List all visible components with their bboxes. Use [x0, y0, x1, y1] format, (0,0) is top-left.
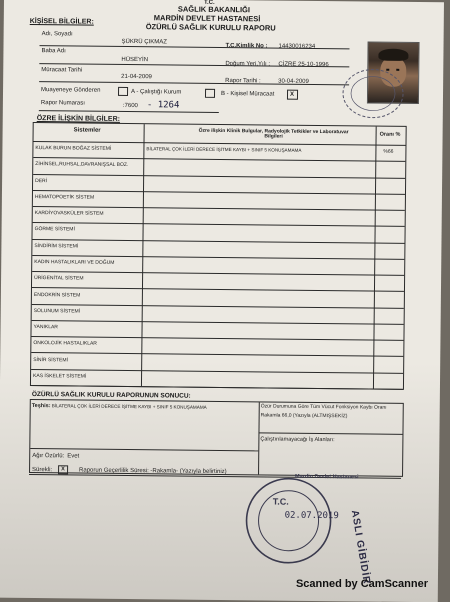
table-row-system: HEMATOPOETİK SİSTEM [35, 195, 94, 201]
header-hospital: MARDİN DEVLET HASTANESİ [154, 14, 261, 23]
table-row-system: YANIKLAR [34, 325, 58, 330]
col-findings: Özre ilişkin Klinik Bulgular, Radyolojik Tetkikler ve Laboratuvar Bilgileri [194, 129, 354, 141]
photo-stamp [333, 63, 414, 124]
app-date-label: Müracaat Tarihi [41, 67, 82, 73]
col-rate: Oranı % [380, 133, 401, 139]
table-row-rate: %66 [383, 150, 393, 155]
table-row-system: DERİ [35, 179, 47, 184]
stamp-date: 02.07.2019 [285, 511, 339, 522]
header-line0: T.C. [204, 0, 215, 6]
name-value: ŞÜKRÜ ÇIKMAZ [122, 39, 167, 45]
option-a-box2[interactable] [205, 89, 215, 98]
header-ministry: SAĞLIK BAKANLIĞI [178, 6, 250, 14]
tc-value: 14430016234 [278, 44, 315, 50]
report-no-handwritten: - 1264 [147, 100, 180, 110]
table-row-system: KAS İSKELET SİSTEMİ [33, 374, 86, 380]
table-row-system: ZİHİNSEL,RUHSAL,DAVRANIŞSAL BOZ. [35, 162, 128, 168]
name-label: Adı, Soyadı [42, 31, 73, 37]
col-systems: Sistemler [74, 127, 101, 133]
father-label: Baba Adı [41, 48, 65, 54]
result-box [29, 399, 404, 477]
sureki-mark: X [61, 467, 65, 473]
loss-label: Özür Durumuna Göre Tüm Vücut Fonksiyon Kaybı Oranı [261, 404, 387, 410]
camscanner-watermark: Scanned by CamScanner [296, 578, 428, 590]
table-row-system: KULAK BURUN BOĞAZ SİSTEMİ [35, 146, 111, 152]
diag-value: BİLATERAL ÇOK İLERİ DERECE İŞİTME KAYBI + SINIF 5 KONUŞAMAMA [52, 404, 207, 410]
option-a-checkbox[interactable] [118, 87, 128, 96]
birth-value: CİZRE 25-10-1996 [278, 62, 328, 69]
option-b-label: B - Kişisel Müracaat [221, 91, 274, 98]
birth-label: Doğum Yeri,Yılı : [225, 61, 270, 67]
table-row-system: KADIN HASTALIKLARI VE DOĞUM [34, 260, 114, 266]
table-row-system: SİNDİRİM SİSTEMİ [34, 244, 78, 249]
severe-label: Ağır Özürlü: [32, 453, 64, 459]
header-title: ÖZÜRLÜ SAĞLIK KURULU RAPORU [146, 23, 276, 32]
table-row-system: ONKOLOJİK HASTALIKLAR [33, 341, 97, 347]
app-date-value: 21-04-2009 [121, 74, 152, 80]
disability-table [30, 122, 407, 390]
severe-value: Evet [67, 453, 79, 459]
validity-label: Raporun Geçerlilik Süresi: -Rakamla- (Yazıyla belirtiniz) [79, 468, 227, 476]
report-no-label: Rapor Numarası [41, 100, 85, 106]
report-no-value: :7600 [123, 103, 138, 109]
option-a-label: A - Çalıştığı Kurum [131, 89, 181, 96]
sureki-label: Sürekli: [32, 467, 52, 473]
work-label: Çalıştırılamayacağı İş Alanları: [260, 437, 334, 443]
father-value: HÜSEYİN [121, 57, 148, 63]
table-row-system: ENDOKRİN SİSTEM [34, 293, 80, 298]
result-section-title: ÖZÜRLÜ SAĞLIK KURULU RAPORUNUN SONUCU: [32, 392, 191, 400]
sureki-checkbox[interactable] [58, 465, 68, 474]
personal-section-title: KİŞİSEL BİLGİLER: [30, 18, 94, 26]
table-row-system: GÖRME SİSTEMİ [35, 227, 75, 232]
loss-value: Rakamla 66,0 (Yazıyla (ALTMIŞSEKİZ) [261, 413, 348, 419]
table-row-system: SİNİR SİSTEMİ [33, 358, 68, 363]
svg-text:T.C.: T.C. [273, 497, 289, 507]
table-row-system: KARDİYOVASKÜLER SİSTEM [35, 211, 104, 217]
sender-label: Muayeneye Gönderen [41, 87, 100, 94]
option-b-mark: X [290, 92, 294, 98]
table-row-system: ÜRİGENİTAL SİSTEM [34, 276, 84, 282]
diag-label: Teşhis: [32, 404, 51, 410]
table-row-finding: BİLATERAL ÇOK İLERİ DERECE İŞİTME KAYBI + SINIF 5 KONUŞAMAMA [146, 147, 301, 153]
stamp-side-text: ASLI GİBİDİR [349, 509, 371, 585]
report-date-label: Rapor Tarihi : [225, 78, 261, 84]
stamp-text: Mardin Devlet Hastanesi [295, 475, 359, 481]
tc-label: T.C.Kimlik No : [225, 43, 267, 49]
option-b-checkbox[interactable] [287, 90, 298, 100]
table-row-system: SOLUNUM SİSTEMİ [34, 309, 80, 314]
report-date-value: 30-04-2009 [278, 79, 309, 85]
disability-section-title: ÖZRE İLİŞKİN BİLGİLER: [37, 115, 120, 123]
